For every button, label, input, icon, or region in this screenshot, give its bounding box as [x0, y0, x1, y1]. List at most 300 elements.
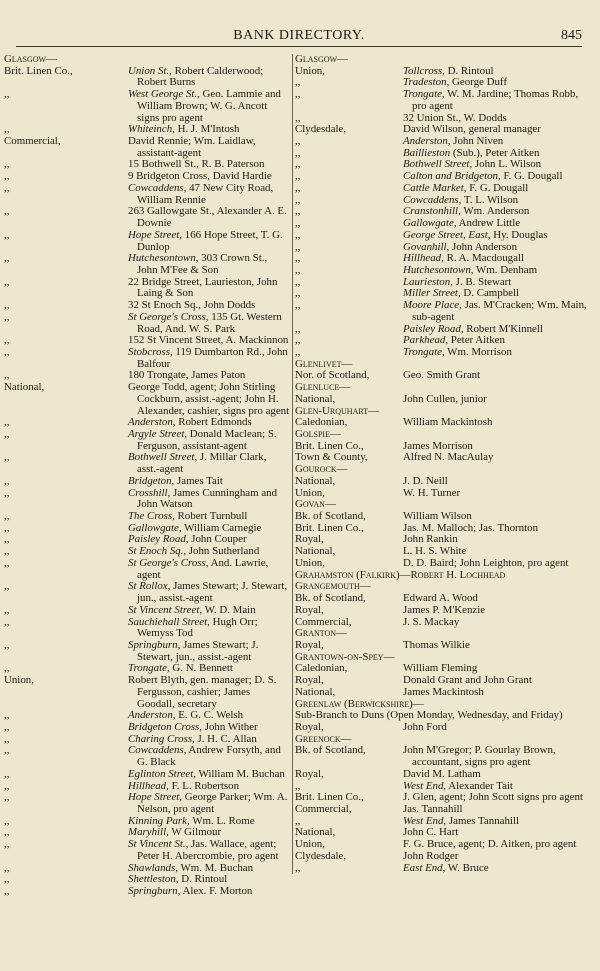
- branch-location: Whiteinch,: [128, 123, 175, 136]
- branch-location: Stobcross,: [128, 345, 173, 358]
- branch-entry: [128, 675, 290, 710]
- agent-names: 263 Gallowgate St., Alexander A. E. Downie: [128, 205, 287, 230]
- branch-entry: [128, 183, 290, 206]
- agent-names: H. J. M'Intosh: [174, 123, 240, 136]
- bank-name: Royal,: [295, 638, 324, 651]
- bank-name: National,: [295, 392, 336, 405]
- bank-name: ,,: [295, 228, 301, 241]
- section-heading: Greenock—: [295, 732, 352, 745]
- branch-location: Union St.,: [128, 64, 172, 77]
- agent-names: 22 Bridge Street, Laurieston, John Laing & Son: [128, 275, 278, 300]
- bank-name: ,,: [4, 885, 10, 898]
- bank-name: ,,: [4, 838, 10, 851]
- directory-entry: [295, 745, 589, 768]
- bank-name: ,,: [4, 533, 10, 546]
- directory-entry: [4, 312, 290, 335]
- directory-entry: [4, 206, 290, 229]
- bank-name: Royal,: [295, 767, 324, 780]
- bank-name: Town & County,: [295, 451, 368, 464]
- agent-names: 303 Crown St., John M'Fee & Son: [137, 252, 268, 276]
- bank-name: ,,: [295, 299, 301, 312]
- directory-entry: [4, 382, 290, 417]
- bank-name: ,,: [295, 275, 301, 288]
- section-heading: Grahamston (Falkirk)—Robert H. Lochhead: [295, 568, 506, 581]
- bank-name: ,,: [295, 287, 301, 300]
- bank-name: ,,: [295, 252, 301, 265]
- branch-entry: [403, 452, 589, 464]
- page-title: BANK DIRECTORY.: [233, 28, 365, 43]
- bank-name: ,,: [4, 545, 10, 558]
- branch-location: West End,: [403, 779, 447, 792]
- section-heading: Granton—: [295, 627, 347, 640]
- agent-names: 166 Hope Street, T. G. Dunlop: [137, 228, 283, 253]
- bank-name: ,,: [4, 662, 10, 675]
- agent-names: 47 New City Road, William Rennie: [137, 181, 274, 206]
- agent-names: John Ford: [403, 720, 447, 733]
- branch-entry: [128, 277, 290, 300]
- agent-names: John Anderson: [449, 240, 518, 253]
- agent-names: Robert Blyth, gen. manager; D. S. Fergusson, cashier; James Goodall, secretary: [128, 674, 277, 710]
- agent-names: John Cullen, junior: [403, 392, 487, 405]
- agent-names: Geo. Smith Grant: [403, 369, 481, 382]
- branch-location: Bothwell Street,: [403, 158, 473, 171]
- bank-name: National,: [4, 381, 45, 394]
- agent-names: Wm. M. Buchan: [177, 861, 254, 874]
- branch-entry: [403, 722, 589, 734]
- branch-location: Parkhead,: [403, 334, 449, 347]
- branch-location: St George's Cross,: [128, 556, 209, 569]
- branch-location: St Vincent St.,: [128, 838, 189, 851]
- branch-entry: [403, 370, 589, 382]
- branch-entry: [403, 300, 589, 323]
- bank-name: ,,: [4, 779, 10, 792]
- agent-names: David M. Latham: [403, 767, 481, 780]
- branch-location: Gallowgate,: [403, 217, 457, 230]
- section-heading: Glasgow—: [4, 53, 57, 65]
- branch-location: Trongate,: [403, 88, 445, 101]
- agent-names: James P. M'Kenzie: [403, 603, 486, 616]
- agent-names: James Stewart; J. Stewart, jun., assist.-agent: [137, 580, 288, 605]
- section-heading: Grantown-on-Spey—: [295, 650, 395, 663]
- bank-name: ,,: [4, 299, 10, 312]
- bank-name: ,,: [4, 580, 10, 593]
- branch-location: Argyle Street,: [128, 428, 188, 440]
- bank-name: ,,: [4, 603, 10, 616]
- branch-location: Moore Place,: [403, 299, 462, 312]
- branch-entry: [128, 640, 290, 663]
- branch-location: St Enoch Sq.,: [128, 545, 187, 558]
- branch-location: Crosshill,: [128, 486, 171, 499]
- branch-entry: [128, 382, 290, 417]
- branch-location: St George's Cross,: [128, 310, 209, 323]
- branch-location: Baillieston: [403, 146, 451, 159]
- directory-entry: [295, 300, 589, 323]
- branch-location: Shettleston,: [128, 873, 179, 886]
- agent-names: Hy. Douglas: [490, 228, 548, 241]
- bank-name: National,: [295, 474, 336, 487]
- agent-names: Robert Calderwood; Robert Burns: [137, 64, 264, 89]
- bank-name: Royal,: [295, 603, 324, 616]
- agent-names: George Todd, agent; John Stirling Cockburn, assist.-agent; John H. Alexander, cashier, signs pro agent: [128, 381, 290, 417]
- bank-name: National,: [295, 826, 336, 839]
- bank-name: ,,: [295, 170, 301, 183]
- agent-names: James Morrison: [403, 439, 473, 452]
- branch-entry: [403, 417, 589, 429]
- agent-names: T. L. Wilson: [461, 193, 519, 206]
- directory-entry: [4, 640, 290, 663]
- directory-entry: [4, 429, 290, 452]
- branch-location: Springburn,: [128, 885, 181, 898]
- bank-name: ,,: [295, 135, 301, 148]
- branch-location: Bothwell Street,: [128, 451, 198, 464]
- agent-names: F. G. Bruce, agent; D. Aitken, pro agent: [403, 838, 577, 851]
- branch-location: Cranstonhill,: [403, 205, 461, 218]
- agent-names: Wm. L. Rome: [189, 814, 255, 827]
- agent-names: Jas. M. Malloch; Jas. Thornton: [403, 521, 539, 534]
- branch-location: Anderston,: [128, 709, 176, 722]
- agent-names: 9 Bridgeton Cross, David Hardie: [128, 170, 272, 183]
- agent-names: J. B. Stewart: [452, 275, 512, 288]
- agent-names: (Sub.), Peter Aitken: [450, 146, 540, 159]
- directory-entry: [4, 581, 290, 604]
- branch-location: Hope Street,: [128, 791, 183, 804]
- agent-names: Robert M'Kinnell: [463, 322, 543, 335]
- branch-location: Sauchiehall Street,: [128, 615, 210, 628]
- branch-entry: [403, 687, 589, 699]
- branch-entry: [128, 581, 290, 604]
- bank-name: ,,: [4, 861, 10, 874]
- bank-name: Union,: [4, 674, 34, 687]
- agent-names: George Parker; Wm. A. Nelson, pro agent: [137, 791, 288, 815]
- bank-name: Commercial,: [295, 803, 352, 815]
- bank-name: Union,: [295, 64, 325, 77]
- bank-name: National,: [295, 685, 336, 698]
- directory-note: Sub-Branch to Duns (Open Monday, Wednesday, and Friday): [295, 709, 563, 722]
- bank-name: ,,: [4, 486, 10, 499]
- bank-name: ,,: [4, 205, 10, 218]
- bank-name: ,,: [295, 88, 301, 101]
- branch-location: Anderston,: [128, 416, 176, 429]
- branch-entry: [128, 617, 290, 640]
- branch-entry: [128, 206, 290, 229]
- branch-entry: [128, 312, 290, 335]
- directory-entry: [4, 488, 290, 511]
- directory-entry: [295, 394, 589, 406]
- branch-entry: [128, 558, 290, 581]
- branch-location: West End,: [403, 814, 447, 827]
- branch-location: Kinning Park,: [128, 814, 190, 827]
- bank-name: ,,: [295, 345, 301, 358]
- directory-entry: [295, 89, 589, 112]
- page-number: 845: [561, 28, 582, 43]
- directory-entry: [4, 347, 290, 370]
- bank-name: Brit. Linen Co.,: [295, 439, 364, 452]
- branch-location: Hope Street,: [128, 228, 183, 241]
- bank-name: ,,: [295, 76, 301, 89]
- agent-names: Peter Aitken: [448, 334, 505, 347]
- section-heading: Gourock—: [295, 463, 348, 476]
- directory-entry: [4, 745, 290, 768]
- directory-entry: [4, 183, 290, 206]
- agent-names: Alex. F. Morton: [180, 885, 253, 898]
- directory-entry: [4, 886, 290, 898]
- bank-name: ,,: [295, 334, 301, 347]
- agent-names: And. Lawrie, agent: [137, 556, 269, 581]
- directory-entry: [295, 558, 589, 570]
- branch-location: The Cross,: [128, 510, 175, 523]
- branch-location: West George St.,: [128, 88, 200, 101]
- agent-names: 15 Bothwell St., R. B. Paterson: [128, 158, 265, 171]
- page-header: [16, 28, 582, 47]
- agent-names: David Rennie; Wm. Laidlaw, assistant-agent: [128, 135, 256, 159]
- agent-names: D. Rintoul: [178, 873, 228, 886]
- bank-name: ,,: [4, 334, 10, 347]
- agent-names: L. H. S. White: [403, 545, 467, 558]
- branch-location: Tradeston,: [403, 76, 450, 89]
- bank-name: Nor. of Scotland,: [295, 369, 370, 382]
- bank-name: ,,: [4, 474, 10, 487]
- branch-entry: [128, 66, 290, 89]
- branch-location: Springburn,: [128, 638, 181, 651]
- bank-name: ,,: [295, 158, 301, 171]
- bank-name: Commercial,: [295, 615, 352, 628]
- bank-name: ,,: [4, 416, 10, 429]
- section-heading: Glenlivet—: [295, 357, 353, 370]
- branch-entry: [128, 886, 290, 898]
- agent-names: Donald Grant and John Grant: [403, 674, 532, 687]
- branch-entry: [128, 488, 290, 511]
- bank-name: ,,: [4, 791, 10, 804]
- branch-entry: [403, 640, 589, 652]
- bank-name: ,,: [295, 779, 301, 792]
- directory-entry: [4, 136, 290, 159]
- bank-name: ,,: [295, 181, 301, 194]
- agent-names: John Sutherland: [186, 545, 260, 558]
- directory-entry: [295, 488, 589, 500]
- agent-names: J. S. Mackay: [403, 615, 460, 628]
- section-heading: Glasgow—: [295, 53, 348, 65]
- agent-names: W. D. Main: [202, 603, 256, 616]
- agent-names: John Rankin: [403, 533, 458, 546]
- agent-names: William Fleming: [403, 662, 478, 675]
- agent-names: William Mackintosh: [403, 416, 493, 429]
- agent-names: Thomas Wilkie: [403, 638, 470, 651]
- agent-names: Wm. Anderson: [460, 205, 530, 218]
- bank-name: ,,: [4, 310, 10, 323]
- branch-location: Eglinton Street,: [128, 767, 196, 780]
- branch-location: Anderston,: [403, 135, 451, 148]
- branch-location: Hutchesontown,: [128, 252, 199, 265]
- bank-name: ,,: [4, 873, 10, 886]
- agent-names: John Rodger: [403, 849, 459, 862]
- agent-names: J. Glen, agent; John Scott signs pro agent: [403, 791, 583, 804]
- agent-names: W. H. Turner: [403, 486, 461, 499]
- section-heading: Govan—: [295, 498, 336, 511]
- branch-entry: [128, 136, 290, 159]
- bank-name: Clydesdale,: [295, 849, 347, 862]
- agent-names: F. L. Robertson: [168, 779, 240, 792]
- branch-entry: [403, 558, 589, 570]
- agent-names: Alexander Tait: [446, 779, 513, 792]
- branch-entry: [128, 839, 290, 862]
- bank-name: ,,: [4, 228, 10, 241]
- bank-name: ,,: [4, 826, 10, 839]
- agent-names: W. M. Jardine; Thomas Robb, pro agent: [412, 88, 579, 112]
- branch-location: Hillhead,: [403, 252, 444, 265]
- branch-entry: [403, 745, 589, 768]
- agent-names: R. A. Macdougall: [443, 252, 525, 265]
- agent-names: D. Campbell: [460, 287, 520, 300]
- directory-entry: [4, 558, 290, 581]
- agent-names: William Wilson: [403, 510, 472, 523]
- branch-location: Cowcaddens,: [128, 744, 187, 757]
- bank-name: Bk. of Scotland,: [295, 510, 366, 523]
- branch-location: Bridgeton Cross,: [128, 720, 203, 733]
- branch-entry: [128, 347, 290, 370]
- bank-name: ,,: [4, 170, 10, 183]
- agent-names: 135 Gt. Western Road, And. W. S. Park: [137, 310, 282, 335]
- branch-location: Trongate,: [128, 662, 170, 675]
- agent-names: 152 St Vincent Street, A. Mackinnon: [128, 334, 289, 347]
- branch-location: Laurieston,: [403, 275, 453, 288]
- bank-name: ,,: [4, 814, 10, 827]
- bank-name: ,,: [295, 111, 301, 124]
- branch-entry: [128, 230, 290, 253]
- branch-entry: [403, 347, 589, 359]
- branch-entry: [403, 617, 589, 629]
- agent-names: William M. Buchan: [195, 767, 285, 780]
- agent-names: John L. Wilson: [472, 158, 542, 171]
- agent-names: Robert Turnbull: [174, 510, 248, 523]
- branch-location: St Vincent Street,: [128, 603, 203, 616]
- bank-name: Brit. Linen Co.,: [295, 521, 364, 534]
- agent-names: William Carnegie: [181, 521, 262, 534]
- branch-entry: [403, 863, 589, 875]
- bank-name: ,,: [4, 181, 10, 194]
- branch-location: Charing Cross,: [128, 732, 195, 745]
- agent-names: James Tannahill: [446, 814, 520, 827]
- branch-location: Tollcross,: [403, 64, 445, 77]
- bank-name: ,,: [4, 428, 10, 440]
- bank-name: National,: [295, 545, 336, 558]
- branch-location: Govanhill,: [403, 240, 450, 253]
- bank-name: Bk. of Scotland,: [295, 744, 366, 757]
- bank-name: ,,: [4, 767, 10, 780]
- agent-names: F. G. Dougall: [500, 170, 563, 183]
- right-column: [292, 54, 589, 874]
- section-heading: Grangemouth—: [295, 580, 371, 593]
- agent-names: W Gilmour: [168, 826, 222, 839]
- agent-names: Geo. Lammie and William Brown; W. G. Ancott signs pro agent: [137, 88, 281, 124]
- bank-name: ,,: [4, 158, 10, 171]
- branch-location: George Street, East,: [403, 228, 491, 241]
- branch-location: Shawlands,: [128, 861, 178, 874]
- directory-entry: [4, 253, 290, 276]
- agent-names: Jas. Wallace, agent; Peter H. Abercrombie, pro agent: [137, 838, 279, 862]
- bank-name: Brit. Linen Co.,: [295, 791, 364, 804]
- section-heading: Greenlaw (Berwickshire)—: [295, 697, 424, 710]
- branch-entry: [128, 253, 290, 276]
- directory-entry: [295, 863, 589, 875]
- branch-location: Trongate,: [403, 345, 445, 358]
- directory-entry: [4, 230, 290, 253]
- left-column: [4, 54, 290, 898]
- bank-name: ,,: [4, 732, 10, 745]
- bank-name: ,,: [4, 720, 10, 733]
- agent-names: J. H. C. Allan: [194, 732, 257, 745]
- directory-entry: [295, 347, 589, 359]
- directory-entry: [4, 792, 290, 815]
- agent-names: James Tait: [174, 474, 223, 487]
- bank-name: Union,: [295, 556, 325, 569]
- bank-name: ,,: [295, 240, 301, 253]
- section-heading: Glenluce—: [295, 381, 351, 394]
- agent-names: John Niven: [450, 135, 504, 148]
- agent-names: Jas. M'Cracken; Wm. Main, sub-agent: [412, 299, 587, 323]
- agent-names: David Wilson, general manager: [403, 123, 541, 136]
- agent-names: Edward A. Wood: [403, 592, 478, 605]
- branch-location: Gallowgate,: [128, 521, 182, 534]
- section-heading: Glen-Urquhart—: [295, 404, 379, 417]
- branch-location: Paisley Road,: [128, 533, 189, 546]
- agent-names: F. G. Dougall: [466, 181, 529, 194]
- bank-name: Clydesdale,: [295, 123, 347, 136]
- bank-name: Union,: [295, 486, 325, 499]
- bank-name: ,,: [295, 193, 301, 206]
- branch-entry: [128, 745, 290, 768]
- bank-name: ,,: [4, 556, 10, 569]
- agent-names: D. Rintoul: [444, 64, 494, 77]
- agent-names: 119 Dumbarton Rd., John Balfour: [137, 345, 288, 370]
- bank-name: ,,: [4, 451, 10, 464]
- branch-location: Maryhill,: [128, 826, 169, 839]
- agent-names: Donald Maclean; S. Ferguson, assistant-agent: [137, 428, 277, 452]
- agent-names: E. G. C. Welsh: [175, 709, 244, 722]
- bank-name: ,,: [4, 744, 10, 757]
- bank-name: ,,: [295, 263, 301, 276]
- directory-entry: [4, 675, 290, 710]
- agent-names: Andrew Forsyth, and G. Black: [137, 744, 281, 769]
- branch-location: Hillhead,: [128, 779, 169, 792]
- agent-names: John Couper: [188, 533, 247, 546]
- bank-name: ,,: [4, 123, 10, 136]
- branch-location: Paisley Road,: [403, 322, 464, 335]
- branch-location: Cattle Market,: [403, 181, 467, 194]
- bank-name: Caledonian,: [295, 662, 348, 675]
- branch-location: Hutchesontown,: [403, 263, 474, 276]
- bank-name: ,,: [4, 615, 10, 628]
- directory-entry: [4, 66, 290, 89]
- bank-name: ,,: [4, 510, 10, 523]
- bank-name: ,,: [295, 217, 301, 230]
- agent-names: Wm. Denham: [473, 263, 538, 276]
- branch-location: East End,: [403, 861, 446, 874]
- agent-names: Alfred N. MacAulay: [403, 451, 494, 464]
- section-heading: Golspie—: [295, 428, 341, 440]
- bank-name: Brit. Linen Co.,: [4, 64, 73, 77]
- bank-name: Royal,: [295, 674, 324, 687]
- bank-name: ,,: [295, 322, 301, 335]
- agent-names: Jas. Tannahill: [403, 803, 463, 815]
- branch-entry: [128, 452, 290, 475]
- agent-names: Wm. Morrison: [444, 345, 512, 358]
- branch-location: Cowcaddens,: [128, 181, 187, 194]
- bank-name: ,,: [4, 252, 10, 265]
- branch-location: Bridgeton,: [128, 474, 175, 487]
- agent-names: John C. Hart: [403, 826, 459, 839]
- bank-name: Royal,: [295, 720, 324, 733]
- directory-entry: [295, 722, 589, 734]
